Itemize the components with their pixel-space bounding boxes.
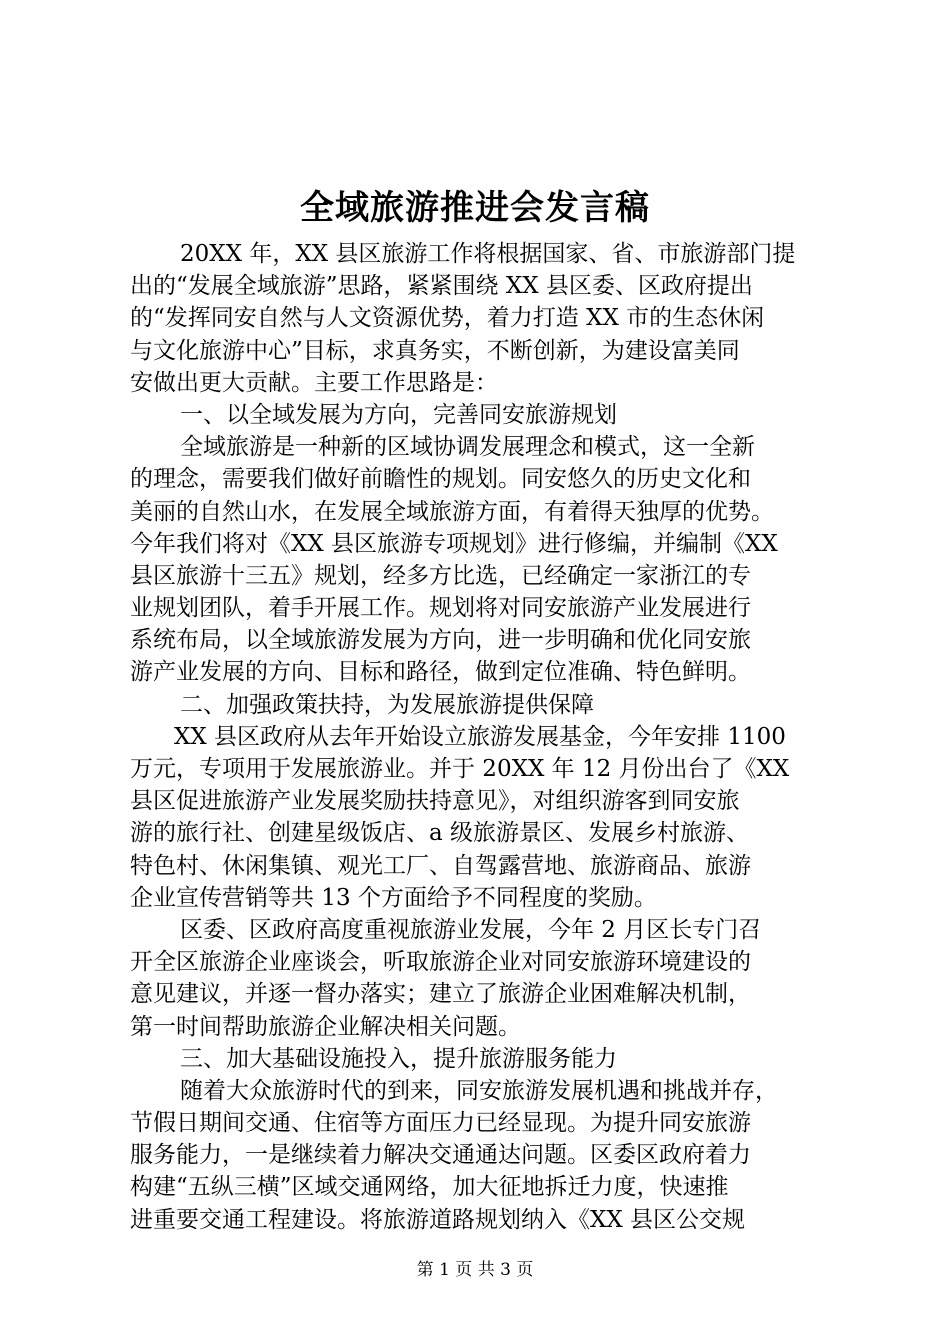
paragraph-line: 游的旅行社、创建星级饭店、a 级旅游景区、发展乡村旅游、 (130, 820, 750, 847)
paragraph-line: 进重要交通工程建设。将旅游道路规划纳入《XX 县区公交规 (130, 1206, 746, 1233)
paragraph-line: 服务能力，一是继续着力解决交通通达问题。区委区政府着力 (130, 1142, 751, 1169)
document-body (130, 238, 830, 1236)
paragraph-line: 今年我们将对《XX 县区旅游专项规划》进行修编，并编制《XX (130, 530, 778, 557)
paragraph-line: 节假日期间交通、住宿等方面压力已经显现。为提升同安旅游 (130, 1110, 751, 1137)
paragraph-line: 与文化旅游中心”目标，求真务实，不断创新，为建设富美同 (130, 337, 740, 364)
paragraph-line: 万元，专项用于发展旅游业。并于 20XX 年 12 月份出台了《XX (130, 756, 790, 782)
paragraph-line: 业规划团队，着手开展工作。规划将对同安旅游产业发展进行 (130, 595, 751, 622)
paragraph-line: 安做出更大贡献。主要工作思路是： (130, 369, 498, 396)
paragraph-line: 的“发挥同安自然与人文资源优势，着力打造 XX 市的生态休闲 (130, 305, 765, 332)
paragraph-line: 县区旅游十三五》规划，经多方比选，已经确定一家浙江的专 (130, 562, 751, 589)
paragraph-line: 意见建议，并逐一督办落实；建立了旅游企业困难解决机制， (130, 981, 751, 1008)
document-title: 全域旅游推进会发言稿 (300, 188, 650, 228)
paragraph-line: 开全区旅游企业座谈会，听取旅游企业对同安旅游环境建设的 (130, 949, 751, 976)
paragraph-line: 随着大众旅游时代的到来，同安旅游发展机遇和挑战并存， (180, 1077, 778, 1104)
section-heading: 二、加强政策扶持，为发展旅游提供保障 (180, 691, 594, 718)
paragraph-line: 美丽的自然山水，在发展全域旅游方面，有着得天独厚的优势。 (130, 498, 774, 525)
paragraph-line: 出的“发展全域旅游”思路，紧紧围绕 XX 县区委、区政府提出 (130, 273, 753, 300)
section-heading: 三、加大基础设施投入，提升旅游服务能力 (180, 1045, 617, 1072)
paragraph-line: XX 县区政府从去年开始设立旅游发展基金，今年安排 1100 (174, 723, 786, 750)
paragraph-line: 县区促进旅游产业发展奖励扶持意见》，对组织游客到同安旅 (130, 788, 740, 815)
paragraph-line: 区委、区政府高度重视旅游业发展，今年 2 月区长专门召 (180, 916, 762, 943)
paragraph-line: 构建“五纵三横”区域交通网络，加大征地拆迁力度，快速推 (130, 1174, 729, 1201)
paragraph-line: 企业宣传营销等共 13 个方面给予不同程度的奖励。 (130, 884, 657, 911)
paragraph-line: 特色村、休闲集镇、观光工厂、自驾露营地、旅游商品、旅游 (130, 852, 751, 879)
paragraph-line: 系统布局，以全域旅游发展为方向，进一步明确和优化同安旅 (130, 627, 751, 654)
paragraph-line: 的理念，需要我们做好前瞻性的规划。同安悠久的历史文化和 (130, 466, 751, 493)
paragraph-line: 20XX 年，XX 县区旅游工作将根据国家、省、市旅游部门提 (180, 241, 796, 267)
paragraph-line: 游产业发展的方向、目标和路径，做到定位准确、特色鲜明。 (130, 659, 751, 686)
section-heading: 一、以全域发展为方向，完善同安旅游规划 (180, 401, 617, 428)
paragraph-line: 第一时间帮助旅游企业解决相关问题。 (130, 1013, 521, 1040)
page-indicator: 第 1 页 共 3 页 (416, 1260, 534, 1280)
paragraph-line: 全域旅游是一种新的区域协调发展理念和模式，这一全新 (180, 434, 755, 461)
